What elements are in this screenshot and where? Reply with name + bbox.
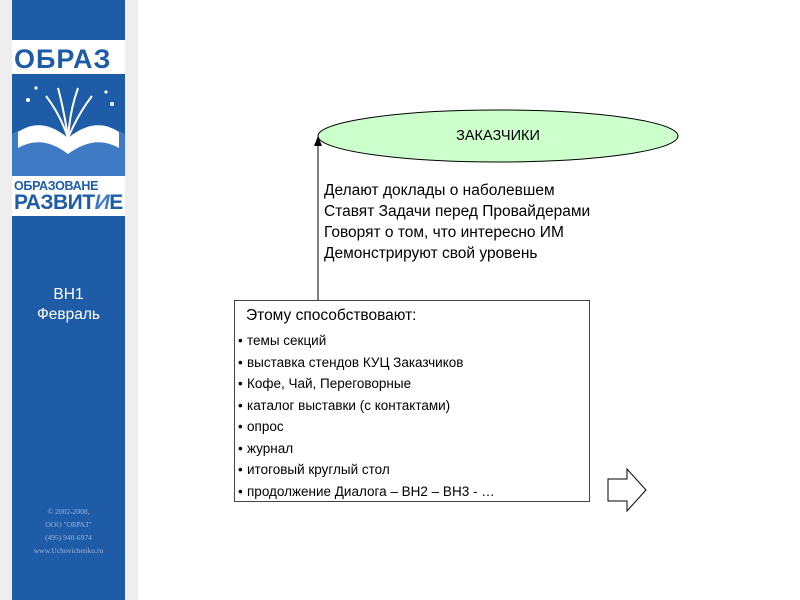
- customers-description: [324, 180, 590, 264]
- list-item: • темы секций: [238, 330, 495, 352]
- logo-tagline-development: РАЗВИТИЕ: [14, 191, 123, 214]
- copyright-line: ООО "ОБРАЗ": [45, 520, 92, 529]
- support-box: [234, 300, 590, 502]
- list-item: • итоговый круглый стол: [238, 459, 495, 481]
- bullet-icon: •: [238, 376, 243, 391]
- list-item: • каталог выставки (с контактами): [238, 395, 495, 417]
- support-list: [238, 330, 495, 502]
- bullet-icon: •: [238, 333, 243, 348]
- logo-tagline-education: ОБРАЗОВАНЕ: [14, 179, 99, 193]
- list-item: • журнал: [238, 438, 495, 460]
- support-box-title: Этому способствовают:: [246, 307, 417, 324]
- list-item: • выставка стендов КУЦ Заказчиков: [238, 352, 495, 374]
- bullet-icon: •: [238, 462, 243, 477]
- list-item: • продолжение Диалога – ВН2 – ВН3 - …: [238, 481, 495, 503]
- bullet-icon: •: [238, 354, 243, 370]
- description-line: Демонстрируют свой уровень: [324, 245, 538, 262]
- bullet-icon: •: [238, 397, 243, 413]
- description-line: Ставят Задачи перед Провайдерами: [324, 203, 591, 220]
- event-code: ВН1: [53, 286, 84, 303]
- logo-word: ОБРАЗ: [14, 44, 112, 74]
- event-month: Февраль: [37, 306, 100, 323]
- next-arrow-icon[interactable]: [608, 469, 646, 511]
- copyright-line: (495) 940-6974: [45, 533, 92, 542]
- bullet-icon: •: [238, 419, 243, 434]
- list-item: • Кофе, Чай, Переговорные: [238, 373, 495, 395]
- copyright-line: www.Uchovichenko.ru: [33, 546, 104, 555]
- copyright-line: © 2002-2008,: [47, 507, 90, 516]
- customers-label: ЗАКАЗЧИКИ: [456, 128, 540, 144]
- bullet-icon: •: [238, 440, 243, 456]
- list-item: • опрос: [238, 416, 495, 438]
- description-line: Делают доклады о наболевшем: [324, 182, 555, 199]
- description-line: Говорят о том, что интересно ИМ: [324, 224, 564, 241]
- bullet-icon: •: [238, 483, 243, 499]
